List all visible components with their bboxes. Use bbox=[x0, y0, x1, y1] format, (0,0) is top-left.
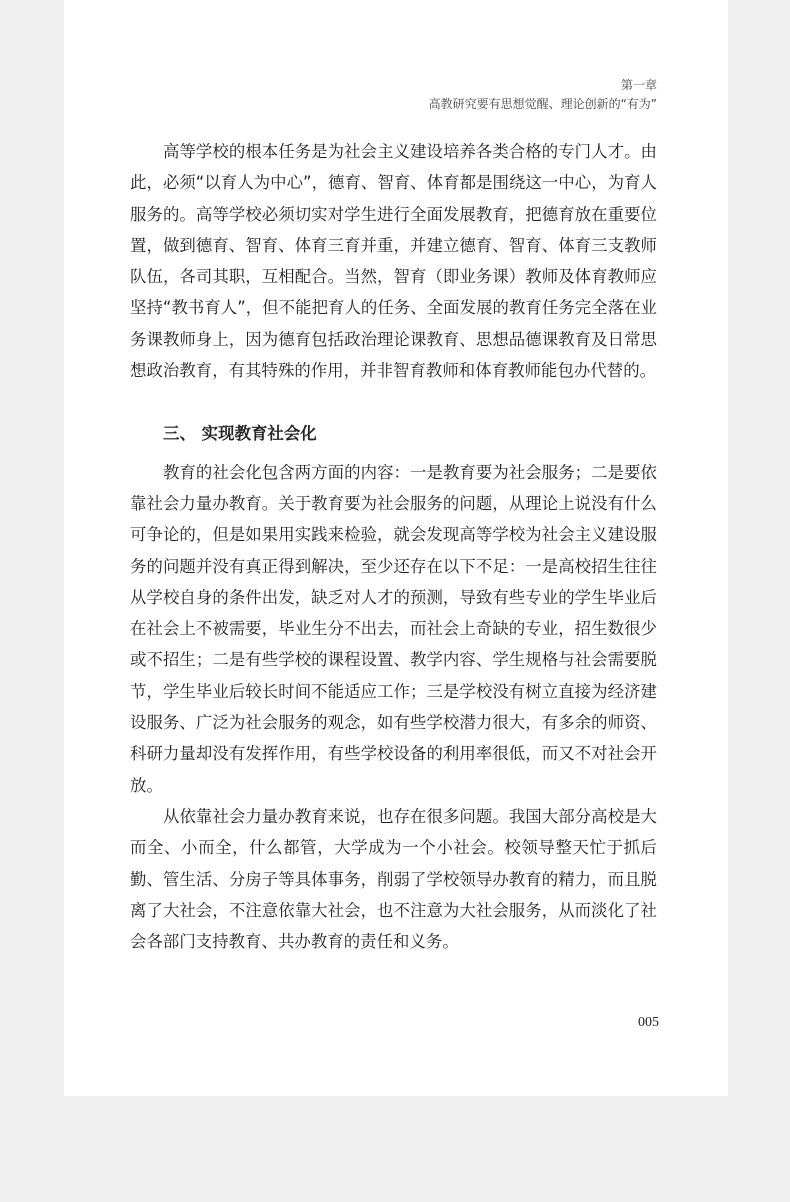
body-text bbox=[130, 136, 657, 957]
paragraph-1: 高等学校的根本任务是为社会主义建设培养各类合格的专门人才。由此，必须“以育人为中心”，德育、智育、体育都是围绕这一中心，为育人服务的。高等学校必须切实对学生进行全面发展教育，把德育放在重要位置，做到德育、智育、体育三育并重，并建立德育、智育、体育三支教师队伍，各司其职，互相配合。当然，智育（即业务课）教师及体育教师应坚持“教书育人”，但不能把育人的任务、全面发展的教育任务完全落在业务课教师身上，因为德育包括政治理论课教育、思想品德课教育及日常思想政治教育，有其特殊的作用，并非智育教师和体育教师能包办代替的。 bbox=[130, 142, 657, 381]
page-number: 005 bbox=[638, 1015, 659, 1030]
chapter-label: 第一章 bbox=[620, 78, 657, 92]
paragraph-2: 教育的社会化包含两方面的内容：一是教育要为社会服务；二是要依靠社会力量办教育。关于教育要为社会服务的问题，从理论上说没有什么可争论的，但是如果用实践来检验，就会发现高等学校为社会主义建设服务的问题并没有真正得到解决，至少还存在以下不足：一是高校招生往往从学校自身的条件出发，缺乏对人才的预测，导致有些专业的学生毕业后在社会上不被需要，毕业生分不出去，而社会上奇缺的专业，招生数很少或不招生；二是有些学校的课程设置、教学内容、学生规格与社会需要脱节，学生毕业后较长时间不能适应工作；三是学校没有树立直接为经济建设服务、广泛为社会服务的观念，如有些学校潜力很大，有多余的师资、科研力量却没有发挥作用，有些学校设备的利用率很低，而又不对社会开放。 bbox=[130, 462, 657, 795]
book-page bbox=[64, 0, 728, 1096]
running-head bbox=[429, 76, 657, 114]
section-heading: 三、 实现教育社会化 bbox=[163, 424, 317, 444]
paragraph-3: 从依靠社会力量办教育来说，也存在很多问题。我国大部分高校是大而全、小而全，什么都管，大学成为一个小社会。校领导整天忙于抓后勤、管生活、分房子等具体事务，削弱了学校领导办教育的精力，而且脱离了大社会，不注意依靠大社会，也不注意为大社会服务，从而淡化了社会各部门支持教育、共办教育的责任和义务。 bbox=[130, 806, 657, 952]
chapter-subtitle: 高教研究要有思想觉醒、理论创新的“有为” bbox=[428, 97, 657, 111]
